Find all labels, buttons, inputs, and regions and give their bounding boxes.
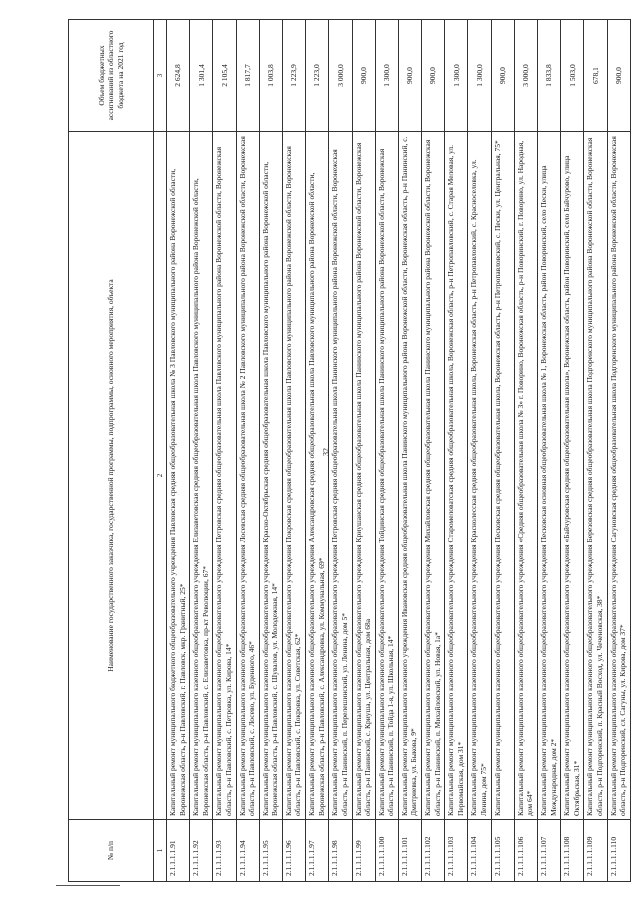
row-amount: 1 223,0 [306, 20, 329, 132]
row-object-name: Капитальный ремонт муниципального казенного общеобразовательного учреждения «Байчуровская средняя общеобразовательная школа», Воронежская область, район Поворинский, село Байчурово, улица Октябрьская, 31* [561, 132, 584, 820]
row-object-name: Капитальный ремонт муниципального казенного общеобразовательного учреждения Покровская средняя общеобразовательная школа Павловского муниципального района Воронежской области, Воронежская область, р-н Павловский, с. Покровка, ул. Советская, 62* [282, 132, 305, 820]
row-number: 2.1.1.1.1.94 [236, 820, 259, 882]
table-row [213, 20, 236, 882]
row-object-name: Капитальный ремонт муниципального казенного общеобразовательного учреждения «Средняя общеобразовательная школа № 3» г. Поворино, Воронежская область, р-н Поворинский, г. Поворино, ул. Народная, дом 64* [514, 132, 537, 820]
row-object-name: Капитальный ремонт муниципального казенного общеобразовательного учреждения Краснолесская средняя общеобразовательная школа, Воронежская область, р-н Петропавловский, с. Красноселовка, ул. Ленина, дом 75* [468, 132, 491, 820]
row-object-name: Капитальный ремонт муниципального казенного общеобразовательного учреждения Сагуновская средняя общеобразовательная школа Подгоренского муниципального района Воронежской области, Воронежская область, р-н Подгоренский, сл. Сагуны, ул. Кирова, дом 37* [607, 132, 630, 820]
row-object-name: Капитальный ремонт муниципального бюджетного общеобразовательного учреждения Павловская средняя общеобразовательная школа № 3 Павловского муниципального района Воронежской области, Воронежская область, р-н Павловский, г. Павловск, мкр. Гранитный, 25* [167, 132, 190, 820]
row-amount: 1 833,8 [538, 20, 561, 132]
page-number: 32 [321, 448, 331, 456]
budget-allocation-table [68, 19, 631, 882]
table-row [445, 20, 468, 882]
row-amount: 900,0 [398, 20, 421, 132]
table-row [259, 20, 282, 882]
table-row [282, 20, 305, 882]
table-row [398, 20, 421, 882]
row-amount: 678,1 [584, 20, 607, 132]
table-body [167, 20, 631, 882]
row-object-name: Капитальный ремонт муниципального казенного общеобразовательного учреждения Криушанская средняя общеобразовательная школа Панинского муниципального района Воронежской области, Воронежская область, р-н Панинский, с. Криуша, ул. Центральная, дом 68а [352, 132, 375, 820]
table-header-row [69, 20, 154, 882]
table-row [538, 20, 561, 882]
rotated-table-container [68, 20, 628, 882]
row-amount: 1 300,0 [445, 20, 468, 132]
row-number: 2.1.1.1.1.105 [491, 820, 514, 882]
row-number: 2.1.1.1.1.93 [213, 820, 236, 882]
row-number: 2.1.1.1.1.99 [352, 820, 375, 882]
row-number: 2.1.1.1.1.100 [375, 820, 398, 882]
row-number: 2.1.1.1.1.108 [561, 820, 584, 882]
row-amount: 900,0 [491, 20, 514, 132]
column-index-2: 2 [154, 132, 167, 820]
column-index-3: 3 [154, 20, 167, 132]
row-number: 2.1.1.1.1.107 [538, 820, 561, 882]
row-number: 2.1.1.1.1.106 [514, 820, 537, 882]
row-number: 2.1.1.1.1.109 [584, 820, 607, 882]
table-row [514, 20, 537, 882]
row-object-name: Капитальный ремонт муниципального казенного общеобразовательного учреждения Михайловская средняя общеобразовательная школа Панинского муниципального района Воронежской области, Воронежская область, р-н Панинский, п. Михайловский, ул. Новая, 1а* [422, 132, 445, 820]
row-amount: 900,0 [607, 20, 630, 132]
row-number: 2.1.1.1.1.101 [398, 820, 421, 882]
table-row [491, 20, 514, 882]
table-row [422, 20, 445, 882]
header-amount: Объем бюджетных ассигнований из областного бюджета на 2021 год [69, 20, 154, 132]
row-object-name: Капитальный ремонт муниципального казенного общеобразовательного учреждения Песковская средняя общеобразовательная школа, Воронежская область, р-н Петропавловский, с. Пески, ул. Центральная, 75* [491, 132, 514, 820]
row-number: 2.1.1.1.1.92 [190, 820, 213, 882]
row-amount: 2 624,8 [167, 20, 190, 132]
row-object-name: Капитальный ремонт муниципального казенного общеобразовательного учреждения Песковская основная общеобразовательная школа № 1, Воронежская область, район Поворинский, село Пески, улица Международная, дом 2* [538, 132, 561, 820]
table-row [167, 20, 190, 882]
row-number: 2.1.1.1.1.97 [306, 820, 329, 882]
row-number: 2.1.1.1.1.104 [468, 820, 491, 882]
row-amount: 900,0 [422, 20, 445, 132]
table-row [375, 20, 398, 882]
row-amount: 1 223,9 [282, 20, 305, 132]
row-number: 2.1.1.1.1.98 [329, 820, 352, 882]
table-row [584, 20, 607, 882]
row-amount: 1 817,7 [236, 20, 259, 132]
row-object-name: Капитальный ремонт муниципального казенного общеобразовательного учреждения Красно-Октябрьская средняя общеобразовательная школа Павловского муниципального района Воронежской области, Воронежская область, р-н Павловский, с. Шувалов, ул. Молодежная, 14* [259, 132, 282, 820]
footnote-rule [56, 885, 120, 886]
row-amount: 1 300,0 [468, 20, 491, 132]
row-object-name: Капитальный ремонт муниципального казенного общеобразовательного учреждения Лосевская средняя общеобразовательная школа № 2 Павловского муниципального района Воронежской области, Воронежская область, р-н Павловский, с. Лосево, ул. Буденного, 46* [236, 132, 259, 820]
row-number: 2.1.1.1.1.91 [167, 820, 190, 882]
row-number: 2.1.1.1.1.95 [259, 820, 282, 882]
table-row [306, 20, 329, 882]
table-row [468, 20, 491, 882]
row-amount: 900,0 [352, 20, 375, 132]
table-row [561, 20, 584, 882]
row-amount: 3 000,0 [329, 20, 352, 132]
row-object-name: Капитальный ремонт муниципального казенного общеобразовательного учреждения Старомеловатская средняя общеобразовательная школа, Воронежская область, р-н Петропавловский, с. Старая Меловая, ул. Первомайская, дом 31* [445, 132, 468, 820]
column-index-row [154, 20, 167, 882]
table-row [329, 20, 352, 882]
table-row [236, 20, 259, 882]
row-object-name: Капитальный ремонт муниципального казенного общеобразовательного учреждения Березовская средняя общеобразовательная школа Подгоренского муниципального района Воронежской области, Воронежская область, р-н Подгоренский, п. Красный Восход, ул. Чеченовская, 38* [584, 132, 607, 820]
row-amount: 1 300,0 [375, 20, 398, 132]
table-row [607, 20, 630, 882]
column-index-1: 1 [154, 820, 167, 882]
row-number: 2.1.1.1.1.102 [422, 820, 445, 882]
row-number: 2.1.1.1.1.96 [282, 820, 305, 882]
row-amount: 1 301,4 [190, 20, 213, 132]
row-object-name: Капитальный ремонт муниципального казенного общеобразовательного учреждения Петровская средняя общеобразовательная школа Панинского муниципального района Воронежской области, Воронежская область, р-н Панинский, п. Перелешинский, ул. Ленина, дом 5* [329, 132, 352, 820]
row-object-name: Капитальный ремонт муниципального казенного общеобразовательного учреждения Петровская средняя общеобразовательная школа Павловского муниципального района Воронежской области, Воронежская область, р-н Павловский, с. Петровка, ул. Кирова, 14* [213, 132, 236, 820]
header-name: Наименование государственного заказчика, государственной программы, подпрограммы, основного мероприятия, объекта [69, 132, 154, 820]
row-object-name: Капитальный ремонт муниципального казенного общеобразовательного учреждения Александровская средняя общеобразовательная школа Павловского муниципального района Воронежской области, Воронежская область, р-н Павловский, с. Александровка, ул. Коммунальная, 69* [306, 132, 329, 820]
row-amount: 2 105,4 [213, 20, 236, 132]
row-object-name: Капитальный ремонт муниципального казенного общеобразовательного учреждения Тойдинская средняя общеобразовательная школа Панинского муниципального района Воронежской области, Воронежская область, р-н Панинский, п. Тойда 1-я, ул. Школьная, 14* [375, 132, 398, 820]
row-amount: 1 503,0 [561, 20, 584, 132]
row-amount: 3 000,0 [514, 20, 537, 132]
table-row [352, 20, 375, 882]
row-number: 2.1.1.1.1.110 [607, 820, 630, 882]
row-number: 2.1.1.1.1.103 [445, 820, 468, 882]
row-object-name: Капитальный ремонт муниципального казенного учреждения Ивановская средняя общеобразовательная школа Панинского муниципального района Воронежской области, Воронежская область, р-н Панинский, с. Дмитриевка, ул. Быкова, 9* [398, 132, 421, 820]
row-amount: 1 003,8 [259, 20, 282, 132]
table-row [190, 20, 213, 882]
row-object-name: Капитальный ремонт муниципального казенного общеобразовательного учреждения Елизаветовская средняя общеобразовательная школа Павловского муниципального района Воронежской области, Воронежская область, р-н Павловский, с. Елизаветовка, пр-кт Революции, 67* [190, 132, 213, 820]
header-number: № п/п [69, 820, 154, 882]
